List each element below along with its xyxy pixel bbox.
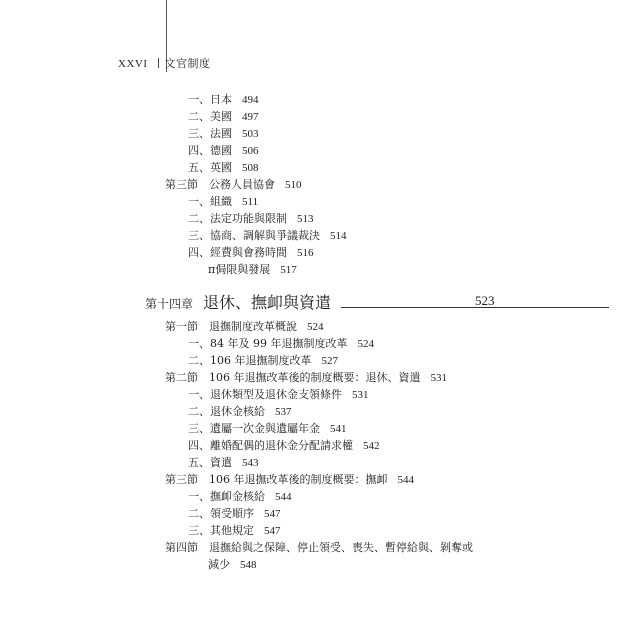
toc-entry: 三、其他規定 547 <box>188 524 281 537</box>
toc-section: 第二節 106 年退撫改革後的制度概要：退休、資遣 531 <box>165 371 447 384</box>
toc-entry: 四、經費與會務時間 516 <box>188 246 314 259</box>
toc-entry: 二、106 年退撫制度改革 527 <box>188 354 338 367</box>
toc-entry: 一、84 年及 99 年退撫制度改革 524 <box>188 337 374 350</box>
toc-entry: 三、法國 503 <box>188 127 259 140</box>
chapter-heading <box>145 289 495 313</box>
toc-section: 第四節 退撫給與之保障、停止領受、喪失、暫停給與、剝奪或 <box>165 541 473 554</box>
toc-section: 第一節 退撫制度改革概說 524 <box>165 320 324 333</box>
toc-entry: 四、德國 506 <box>188 144 259 157</box>
toc-entry: 五、資遣 543 <box>188 456 259 469</box>
toc-entry: 二、美國 497 <box>188 110 259 123</box>
book-title: 文官制度 <box>164 57 211 70</box>
toc-entry: 二、領受順序 547 <box>188 507 281 520</box>
chapter-page: 523 <box>475 293 495 308</box>
toc-section-continued: 減少 548 <box>208 558 257 571</box>
toc-entry: 一、撫卹金核給 544 <box>188 490 292 503</box>
toc-entry: 一、日本 494 <box>188 93 259 106</box>
toc-entry: 三、協商、調解與爭議裁決 514 <box>188 229 347 242</box>
toc-entry: 二、退休金核給 537 <box>188 405 292 418</box>
toc-entry: 一、組織 511 <box>188 195 259 208</box>
toc-entry: 三、遺屬一次金與遺屬年金 541 <box>188 422 347 435</box>
chapter-number: 第十四章 <box>145 297 194 311</box>
page-roman-numeral: XXVI <box>118 58 148 70</box>
toc-entry: 五、英國 508 <box>188 161 259 174</box>
toc-section: 第三節 公務人員協會 510 <box>165 178 302 191</box>
toc-section: 第三節 106 年退撫改革後的制度概要：撫卹 544 <box>165 473 414 486</box>
toc-entry: 四、離婚配偶的退休金分配請求權 542 <box>188 439 380 452</box>
toc-entry: 二、法定功能與限制 513 <box>188 212 314 225</box>
chapter-title: 退休、撫卹與資遣 <box>203 293 332 312</box>
toc-entry: 一、退休類型及退休金支領條件 531 <box>188 388 369 401</box>
toc-entry: π侷限與發展 517 <box>208 263 297 276</box>
